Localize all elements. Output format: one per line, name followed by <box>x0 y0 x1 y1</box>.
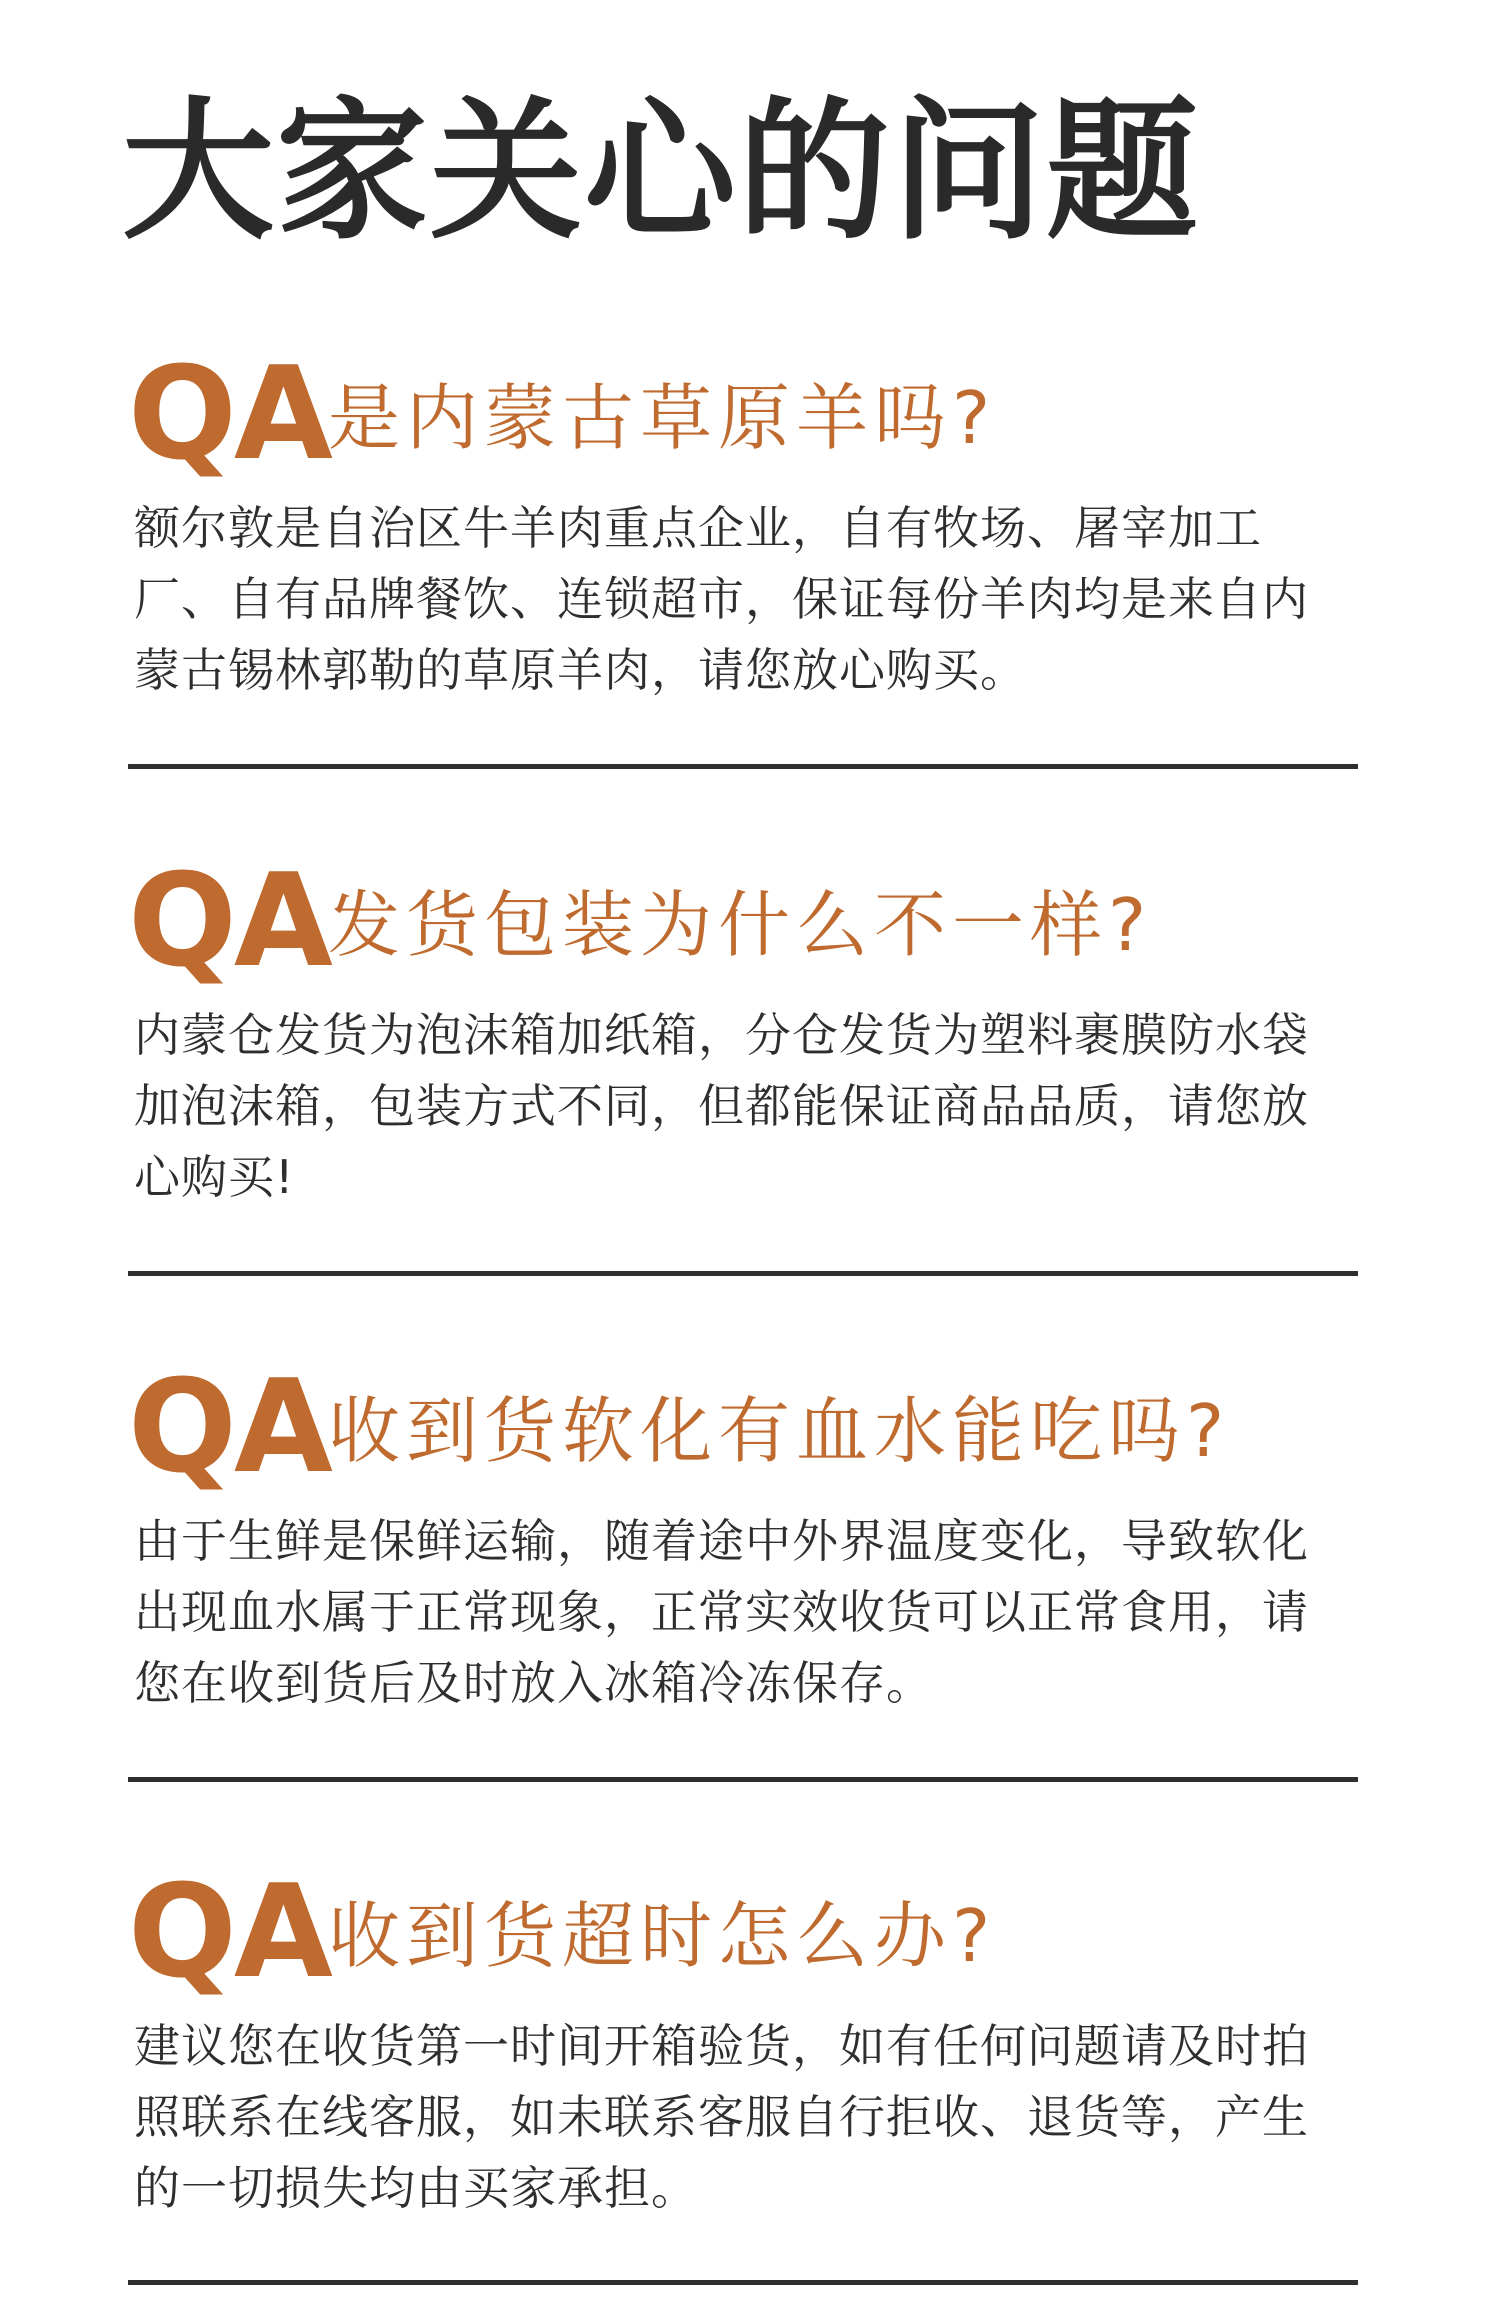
qa-answer: 内蒙仓发货为泡沫箱加纸箱，分仓发货为塑料裹膜防水袋加泡沫箱，包装方式不同，但都能保证商品品质，请您放心购买! <box>134 1008 1309 1204</box>
section-divider <box>128 1777 1358 1782</box>
qa-answer: 额尔敦是自治区牛羊肉重点企业，自有牧场、屠宰加工厂、自有品牌餐饮、连锁超市，保证每份羊肉均是来自内蒙古锡林郭勒的草原羊肉，请您放心购买。 <box>134 501 1309 697</box>
qa-question: 收到货超时怎么办? <box>328 1894 997 1978</box>
qa-badge: QA <box>128 847 330 996</box>
qa-header <box>128 340 1360 489</box>
qa-item <box>128 847 1360 1213</box>
qa-badge: QA <box>128 1858 330 2007</box>
qa-answer: 建议您在收货第一时间开箱验货，如有任何问题请及时拍照联系在线客服，如未联系客服自行拒收、退货等，产生的一切损失均由买家承担。 <box>134 2019 1309 2215</box>
page-title: 大家关心的问题 <box>122 83 1200 260</box>
section-divider <box>128 2280 1358 2285</box>
qa-item <box>128 1353 1360 1719</box>
qa-header <box>128 1353 1360 1502</box>
qa-badge: QA <box>128 340 330 489</box>
qa-item <box>128 1858 1360 2224</box>
section-divider <box>128 764 1358 769</box>
section-divider <box>128 1271 1358 1276</box>
qa-answer: 由于生鲜是保鲜运输，随着途中外界温度变化，导致软化出现血水属于正常现象，正常实效收货可以正常食用，请您在收到货后及时放入冰箱冷冻保存。 <box>134 1514 1309 1710</box>
qa-question: 收到货软化有血水能吃吗? <box>328 1389 1231 1473</box>
qa-question: 发货包装为什么不一样? <box>328 883 1153 967</box>
qa-header <box>128 847 1360 996</box>
qa-item <box>128 340 1360 706</box>
qa-question: 是内蒙古草原羊吗? <box>328 376 997 460</box>
qa-header <box>128 1858 1360 2007</box>
qa-badge: QA <box>128 1353 330 1502</box>
